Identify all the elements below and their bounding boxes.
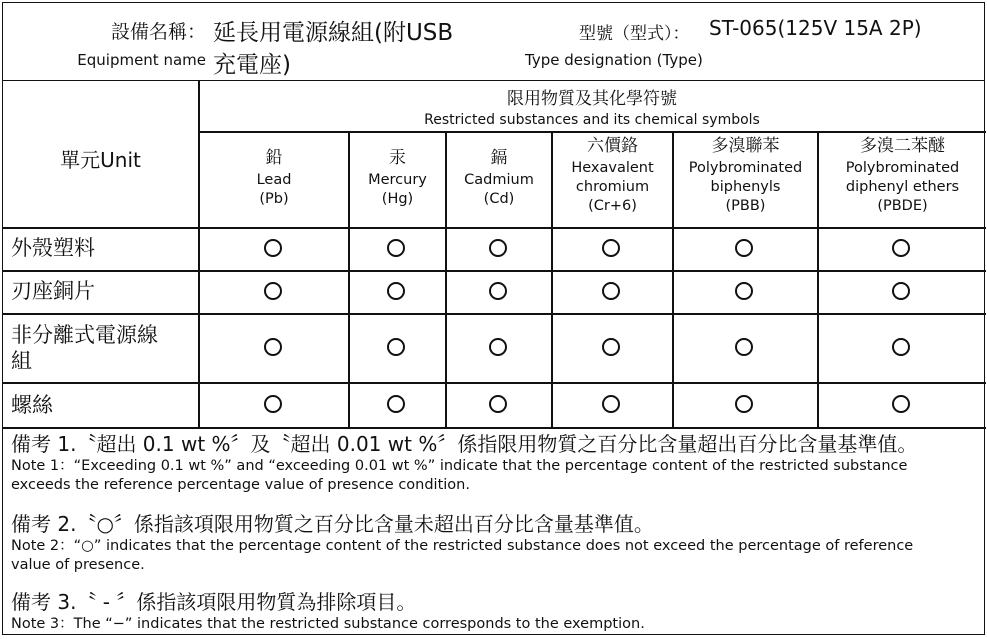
rohs-declaration-table	[2, 2, 985, 635]
note-2-en-line2: value of presence.	[11, 557, 145, 573]
note-1-en-line2: exceeds the reference percentage value of presence condition.	[11, 477, 470, 493]
note-3-en-line1: Note 3：The “−” indicates that the restricted substance corresponds to the exemption.	[11, 616, 645, 632]
substance-name-en: Hexavalent	[571, 160, 654, 176]
divider	[3, 427, 986, 429]
substance-name-zh: 汞	[389, 148, 406, 168]
substance-header-pbb	[674, 134, 817, 226]
divider	[3, 270, 986, 272]
equipment-name-label-en: Equipment name	[77, 51, 206, 69]
note-3-zh: 備考 3.〝 - 〞係指該項限用物質為排除項目。	[11, 590, 417, 614]
equipment-name-value-line1: 延長用電源線組(附USB	[213, 20, 454, 46]
substance-name-zh: 六價鉻	[587, 136, 638, 156]
presence-mark-circle	[264, 395, 282, 413]
header-section	[3, 3, 984, 81]
presence-mark-circle	[387, 239, 405, 257]
substance-header-hexavalent-chromium	[553, 134, 672, 226]
presence-mark-circle	[489, 282, 507, 300]
substance-name-en: Lead	[256, 172, 292, 188]
unit-label-plastic-housing: 外殼塑料	[11, 236, 95, 260]
presence-mark-circle	[602, 282, 620, 300]
note-2	[11, 511, 974, 575]
presence-mark-circle	[602, 239, 620, 257]
substance-symbol: (Cr+6)	[588, 198, 637, 214]
presence-mark-circle	[892, 395, 910, 413]
substance-symbol: (Hg)	[381, 191, 414, 207]
unit-label-screw: 螺絲	[11, 393, 53, 417]
presence-mark-circle	[735, 239, 753, 257]
substance-name-en: Polybrominated	[688, 160, 803, 176]
presence-mark-circle	[892, 239, 910, 257]
unit-label-power-cord-line2: 組	[11, 349, 32, 373]
presence-mark-circle	[735, 338, 753, 356]
substance-name-en: diphenyl ethers	[845, 179, 960, 195]
note-1-en-line1: Note 1：“Exceeding 0.1 wt %” and “exceeding 0.01 wt %” indicate that the percentage content of the restricted substance	[11, 458, 908, 474]
divider	[198, 81, 200, 427]
presence-mark-circle	[735, 395, 753, 413]
divider	[3, 313, 986, 315]
equipment-name-value-line2: 充電座)	[213, 52, 291, 78]
substance-name-en: Cadmium	[464, 172, 534, 188]
presence-mark-circle	[387, 395, 405, 413]
substance-symbol: (PBB)	[725, 198, 766, 214]
substance-name-zh: 多溴聯苯	[711, 136, 780, 156]
substance-symbol: (PBDE)	[877, 198, 928, 214]
presence-mark-circle	[264, 282, 282, 300]
note-3	[11, 589, 974, 634]
presence-mark-circle	[489, 239, 507, 257]
substance-name-zh: 鎘	[490, 148, 508, 168]
presence-mark-circle	[264, 239, 282, 257]
note-2-en-line1: Note 2：“○” indicates that the percentage content of the restricted substance does not exceed the percentage of reference	[11, 538, 914, 554]
presence-mark-circle	[489, 338, 507, 356]
presence-mark-circle	[387, 338, 405, 356]
presence-mark-circle	[602, 338, 620, 356]
note-1-zh: 備考 1.〝超出 0.1 wt %〞及〝超出 0.01 wt %〞係指限用物質之百分比含量超出百分比含量基準值。	[11, 432, 918, 456]
presence-mark-circle	[264, 338, 282, 356]
substance-symbol: (Pb)	[259, 191, 289, 207]
type-designation-label-en: Type designation (Type)	[525, 51, 703, 69]
divider	[3, 382, 986, 384]
note-2-zh: 備考 2.〝○〞係指該項限用物質之百分比含量未超出百分比含量基準值。	[11, 512, 654, 536]
substance-header-lead	[200, 146, 348, 238]
presence-mark-circle	[735, 282, 753, 300]
substance-name-en: Polybrominated	[845, 160, 960, 176]
presence-mark-circle	[892, 282, 910, 300]
presence-mark-circle	[489, 395, 507, 413]
unit-column-header: 單元Unit	[60, 148, 141, 172]
unit-label-copper-blade: 刃座銅片	[11, 279, 95, 303]
presence-mark-circle	[602, 395, 620, 413]
presence-mark-circle	[387, 282, 405, 300]
substance-header-mercury	[350, 146, 445, 238]
unit-label-power-cord-line1: 非分離式電源線	[11, 323, 158, 347]
substance-name-en: Mercury	[368, 172, 427, 188]
note-1	[11, 431, 974, 495]
substance-symbol: (Cd)	[483, 191, 515, 207]
substance-name-en: chromium	[575, 179, 650, 195]
restricted-substances-header-en: Restricted substances and its chemical symbols	[424, 112, 760, 128]
substance-name-zh: 多溴二苯醚	[860, 136, 945, 156]
type-designation-value: ST-065(125V 15A 2P)	[709, 16, 922, 40]
substance-name-en: biphenyls	[710, 179, 781, 195]
presence-mark-circle	[892, 338, 910, 356]
restricted-substances-header-zh: 限用物質及其化學符號	[507, 88, 677, 109]
equipment-name-label-zh: 設備名稱：	[110, 21, 206, 43]
type-designation-label-zh: 型號（型式）：	[579, 24, 690, 44]
substance-header-cadmium	[447, 146, 551, 238]
divider	[198, 131, 986, 133]
substance-name-zh: 鉛	[265, 148, 283, 168]
substance-header-pbde	[819, 134, 986, 226]
